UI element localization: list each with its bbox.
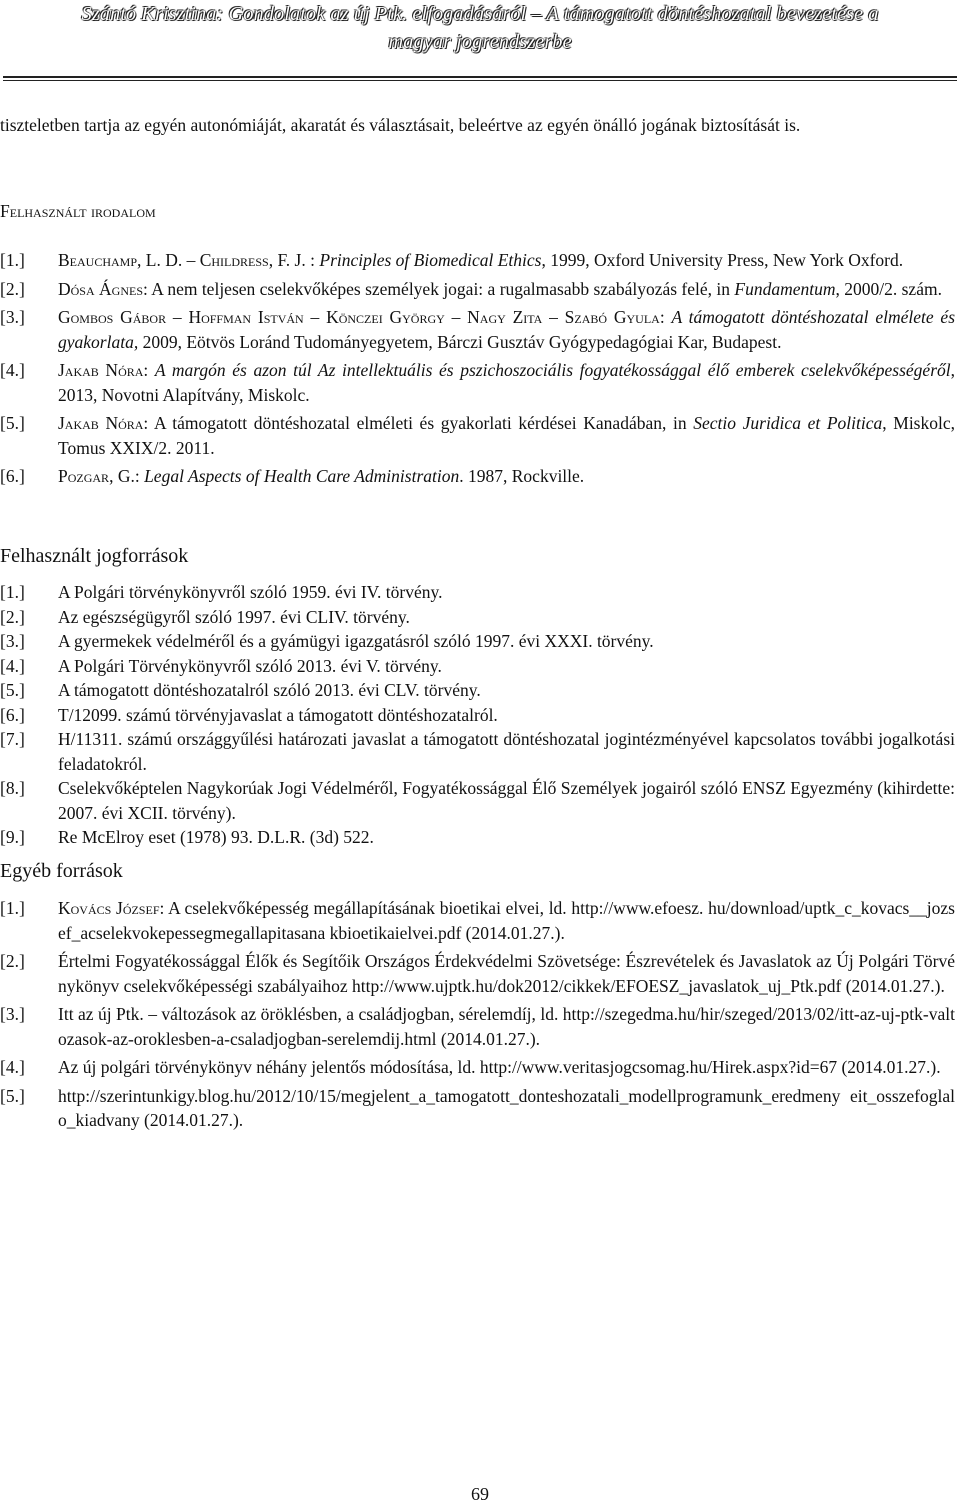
other-source-item — [0, 1055, 955, 1080]
legal-source-item — [0, 654, 955, 679]
reference-text: H/11311. számú országgyűlési határozati javaslat a támogatott döntéshozatal jogintézményével kapcsolatos további jogalkotási feladatokról. — [58, 729, 955, 774]
literature-heading: Felhasznált irodalom — [0, 201, 156, 221]
reference-separator: : — [134, 466, 145, 486]
reference-number: [5.] — [0, 1085, 25, 1106]
legal-source-item — [0, 580, 955, 605]
reference-number: [5.] — [0, 680, 25, 700]
reference-number: [6.] — [0, 704, 25, 725]
reference-title: Fundamentum — [734, 278, 836, 299]
reference-number: [9.] — [0, 827, 25, 847]
reference-details: Értelmi Fogyatékossággal Élők és Segítőik Országos Érdekvédelmi Szövetsége: Észrevételek és Javaslatok az Új Polgári Törvénykönyv cselekvőképességi szabályaihoz http://www.ujptk.hu/dok2012/cikkek/EFOESZ_javaslatok_uj_Ptk.pdf (2014.01.27.). — [58, 951, 955, 996]
reference-text: A támogatott döntéshozatalról szóló 2013. évi CLV. törvény. — [58, 680, 481, 700]
legal-source-item — [0, 629, 955, 654]
reference-number: [3.] — [0, 307, 25, 327]
reference-text: Re McElroy eset (1978) 93. D.L.R. (3d) 522. — [58, 827, 374, 847]
header-divider — [3, 76, 957, 81]
reference-author: Dósa Ágnes — [58, 278, 143, 299]
reference-separator: : — [659, 307, 672, 327]
other-source-item — [0, 949, 955, 998]
page-number: 69 — [471, 1484, 489, 1504]
reference-number: [3.] — [0, 1004, 25, 1024]
legal-source-item — [0, 825, 955, 850]
reference-text — [58, 358, 955, 407]
reference-title: Principles of Biomedical Ethics — [319, 250, 542, 270]
reference-number: [5.] — [0, 413, 25, 433]
reference-title: A margón és azon túl Az intellektuális és pszichoszociális fogyatékossággal élő emberek cselekvőképességéről — [154, 360, 951, 380]
reference-details: , 2000/2. szám. — [835, 278, 942, 299]
legal-source-item — [0, 776, 955, 825]
reference-text — [58, 411, 955, 460]
reference-text: A gyermekek védelméről és a gyámügyi igazgatásról szóló 1997. évi XXXI. törvény. — [58, 631, 654, 651]
reference-details: http://szerintunkigy.blog.hu/2012/10/15/megjelent_a_tamogatott_donteshozatali_modellprogramunk_eredmeny eit_osszefoglalo_kiadvany (2014.01.27.). — [58, 1085, 955, 1130]
reference-number: [2.] — [0, 951, 25, 971]
reference-number: [1.] — [0, 898, 25, 918]
reference-number: [7.] — [0, 729, 25, 749]
reference-author: Gombos Gábor – Hoffman István – Könczei György – Nagy Zita – Szabó Gyula — [58, 307, 660, 327]
reference-details: Itt az új Ptk. – változások az öröklésben, a családjogban, sérelemdíj, ld. http://szegedma.hu/hir/szeged/2013/02/itt-az-uj-ptk-valtozasok-az-oroklesben-a-csaladjogban-serelemdij.html (2014.01.27.). — [58, 1004, 955, 1049]
legal-source-item — [0, 678, 955, 703]
literature-item — [0, 277, 955, 302]
reference-separator: : A nem teljesen cselekvőképes személyek jogai: a rugalmasabb szabályozás felé, in — [143, 278, 735, 299]
reference-author: Jakab Nóra — [58, 413, 144, 433]
running-header-line-2: magyar jogrendszerbe — [388, 31, 572, 53]
reference-details: , 2013, Novotni Alapítvány, Miskolc. — [58, 360, 955, 405]
reference-number: [2.] — [0, 606, 25, 627]
reference-number: [2.] — [0, 278, 25, 299]
reference-number: [8.] — [0, 778, 25, 798]
running-header-line-1: Szántó Krisztina: Gondolatok az új Ptk. elfogadásáról – A támogatott döntéshozatal bevezetése a — [81, 3, 879, 25]
literature-item — [0, 464, 955, 489]
reference-title: Legal Aspects of Health Care Administration — [144, 466, 460, 486]
reference-text: T/12099. számú törvényjavaslat a támogatott döntéshozatalról. — [58, 704, 498, 725]
reference-separator: : — [143, 360, 155, 380]
reference-number: [3.] — [0, 631, 25, 651]
intro-paragraph: tiszteletben tartja az egyén autonómiáját, akaratát és választásait, beleértve az egyén önálló jogának biztosítását is. — [0, 115, 801, 135]
reference-author: Jakab Nóra — [58, 360, 144, 380]
legal-source-item — [0, 605, 955, 630]
literature-list — [0, 248, 955, 493]
reference-text — [58, 1084, 955, 1133]
reference-author: Kovács József — [58, 898, 160, 918]
literature-item — [0, 248, 955, 273]
reference-separator: : — [305, 250, 320, 270]
reference-title: Sectio Juridica et Politica — [693, 413, 883, 433]
reference-text: Cselekvőképtelen Nagykorúak Jogi Védelméről, Fogyatékossággal Élő Személyek jogairól szóló ENSZ Egyezmény (kihirdette: 2007. évi XCII. törvény). — [58, 778, 955, 823]
reference-title: A támogatott döntéshozatal elmélete és gyakorlata, — [58, 307, 955, 352]
other-source-item — [0, 1084, 955, 1133]
reference-number: [4.] — [0, 360, 25, 380]
reference-author: Beauchamp, L. D. – Childress, F. J. — [58, 250, 306, 270]
reference-text: A Polgári törvénykönyvről szóló 1959. évi IV. törvény. — [58, 582, 443, 602]
reference-author: Pozgar, G. — [58, 466, 135, 486]
reference-number: [4.] — [0, 1057, 25, 1077]
reference-text — [58, 248, 955, 273]
legal-sources-list — [0, 580, 955, 850]
other-source-item — [0, 896, 955, 945]
other-sources-heading: Egyéb források — [0, 860, 123, 882]
reference-details: , 1999, Oxford University Press, New York Oxford. — [541, 250, 904, 270]
literature-item — [0, 305, 955, 354]
legal-sources-heading: Felhasznált jogforrások — [0, 545, 189, 567]
reference-details: Az új polgári törvénykönyv néhány jelentős módosítása, ld. http://www.veritasjogcsomag.hu/Hirek.aspx?id=67 (2014.01.27.). — [58, 1057, 941, 1077]
reference-details: : A cselekvőképesség megállapításának bioetikai elvei, ld. http://www.efoesz. hu/download/uptk_c_kovacs__jozsef_acselekvokepessegmegallapitasana kbioetikaielvei.pdf (2014.01.27.). — [58, 898, 955, 943]
reference-text — [58, 277, 955, 302]
reference-text — [58, 464, 955, 489]
legal-source-item — [0, 703, 955, 728]
reference-number: [6.] — [0, 466, 25, 486]
reference-text: A Polgári Törvénykönyvről szóló 2013. évi V. törvény. — [58, 655, 442, 676]
reference-separator: : A támogatott döntéshozatal elméleti és gyakorlati kérdései Kanadában, in — [143, 413, 694, 433]
reference-details: . 1987, Rockville. — [459, 466, 585, 486]
reference-text — [58, 305, 955, 354]
other-sources-list — [0, 896, 955, 1137]
reference-number: [4.] — [0, 655, 25, 676]
reference-details: 2009, Eötvös Loránd Tudományegyetem, Bárczi Gusztáv Gyógypedagógiai Kar, Budapest. — [138, 331, 782, 352]
reference-number: [1.] — [0, 250, 25, 270]
running-header — [0, 0, 960, 56]
other-source-item — [0, 1002, 955, 1051]
reference-text — [58, 1055, 955, 1080]
reference-details: , Miskolc, Tomus XXIX/2. 2011. — [58, 413, 955, 458]
reference-text: Az egészségügyről szóló 1997. évi CLIV. törvény. — [58, 606, 410, 627]
legal-source-item — [0, 727, 955, 776]
reference-text — [58, 896, 955, 945]
literature-item — [0, 358, 955, 407]
reference-text — [58, 1002, 955, 1051]
reference-number: [1.] — [0, 582, 25, 602]
literature-item — [0, 411, 955, 460]
reference-text — [58, 949, 955, 998]
